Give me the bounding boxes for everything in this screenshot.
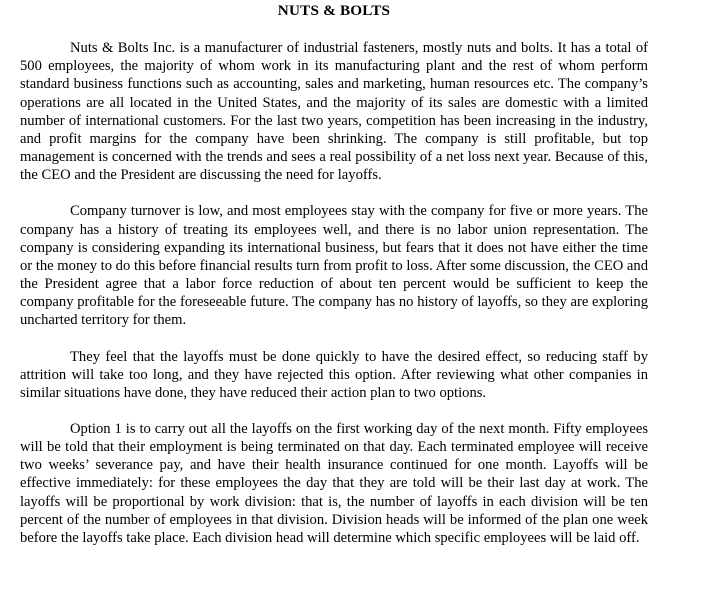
paragraph-option-1: Option 1 is to carry out all the layoffs on the first working day of the next month. Fifty employees will be told that their employment is being terminated on that day. Each terminated employee will receive two weeks’ severance pay, and have their health insurance continued for one month. Layoffs will be effective immediately: for these employees the day that they are told will be their last day at work. The layoffs will be proportional by work division: that is, the number of layoffs in each division will be ten percent of the number of employees in that division. Division heads will be informed of the plan one week before the layoffs take place. Each division head will determine which specific employees will be laid off.: [20, 420, 648, 546]
paragraph-action-plan: They feel that the layoffs must be done quickly to have the desired effect, so reducing staff by attrition will take too long, and they have rejected this option. After reviewing what other companies in similar situations have done, they have reduced their action plan to two options.: [20, 348, 648, 401]
paragraph-turnover-and-reduction: Company turnover is low, and most employees stay with the company for five or more years. The company has a history of treating its employees well, and there is no labor union representation. The company is considering expanding its international business, but fears that it does not have either the time or the money to do this before financial results turn from profit to loss. After some discussion, the CEO and the President agree that a labor force reduction of about ten percent would be sufficient to keep the company profitable for the foreseeable future. The company has no history of layoffs, so they are exploring uncharted territory for them.: [20, 203, 648, 329]
document-page: [20, 2, 648, 565]
paragraph-company-overview: Nuts & Bolts Inc. is a manufacturer of industrial fasteners, mostly nuts and bolts. It has a total of 500 employees, the majority of whom work in its manufacturing plant and the rest of whom perform standard business functions such as accounting, sales and marketing, human resources etc. The company’s operations are all located in the United States, and the majority of its sales are domestic with a limited number of international customers. For the last two years, competition has been increasing in the industry, and profit margins for the company have been shrinking. The company is still profitable, but top management is concerned with the trends and sees a real possibility of a net loss next year. Because of this, the CEO and the President are discussing the need for layoffs.: [20, 40, 648, 184]
document-title: NUTS & BOLTS: [277, 2, 391, 19]
